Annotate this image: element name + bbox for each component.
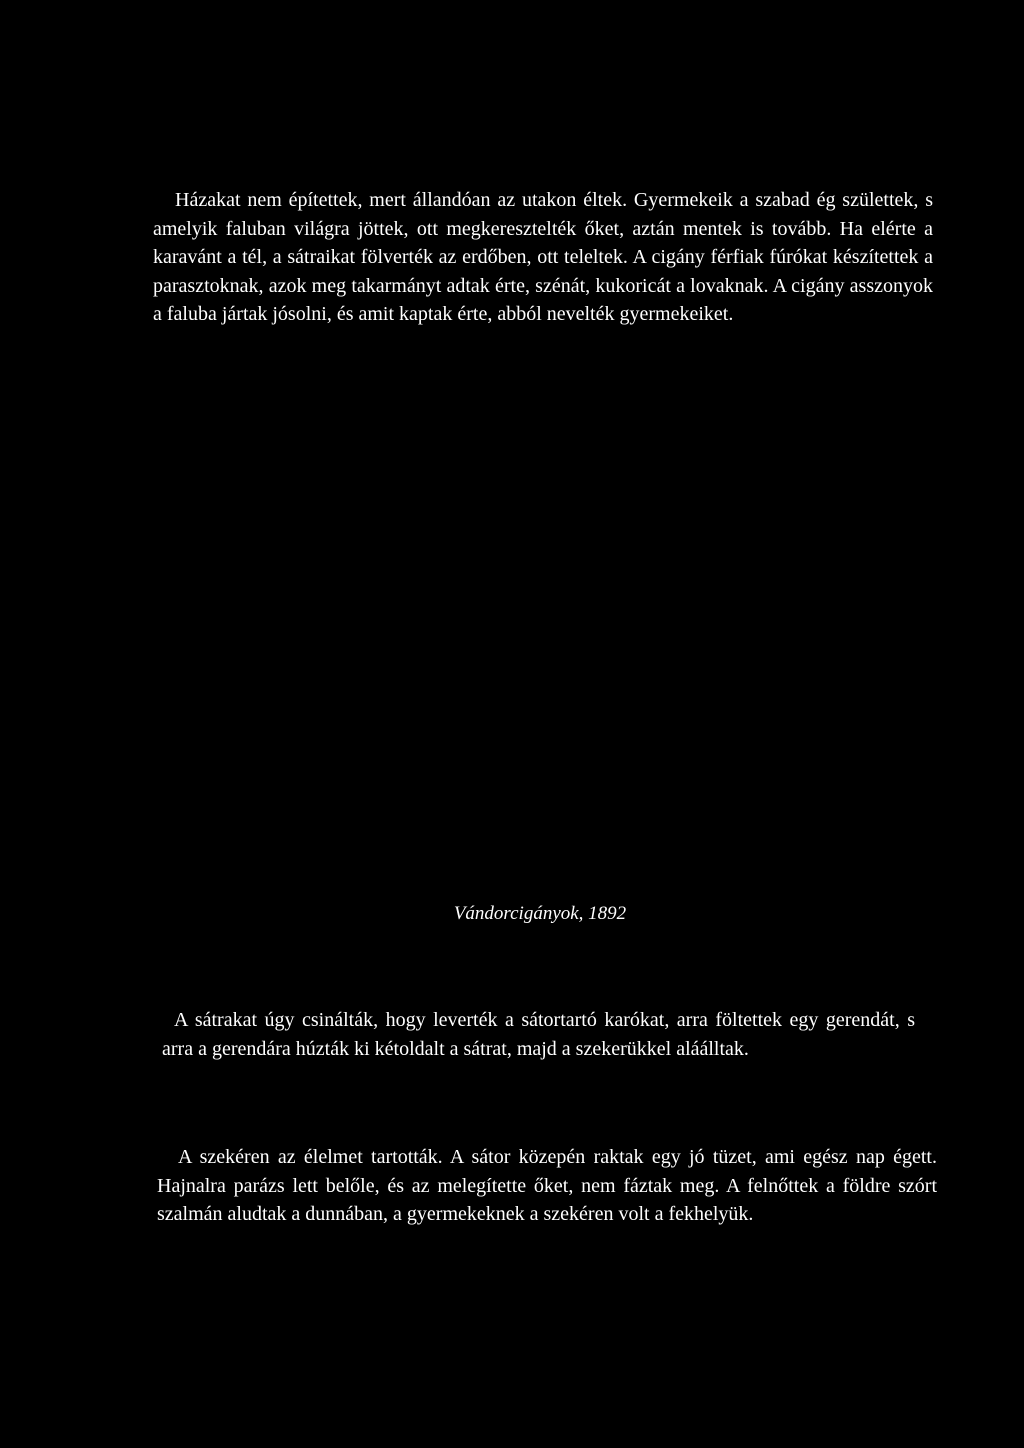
paragraph-wagon-and-fire: A szekéren az élelmet tartották. A sátor közepén raktak egy jó tüzet, ami egész nap égett. Hajnalra parázs lett belőle, és az melegítette őket, nem fáztak meg. A felnőttek a földre szórt szalmán aludtak a dunnában, a gyermekeknek a szekéren volt a fekhelyük.	[157, 1146, 937, 1226]
photo-caption: Vándorcigányok, 1892	[453, 903, 627, 924]
paragraph-tent-building: A sátrakat úgy csinálták, hogy leverték a sátortartó karókat, arra föltettek egy gerendát, s arra a gerendára húzták ki kétoldalt a sátrat, majd a szekerükkel aláálltak.	[162, 1009, 915, 1060]
paragraph-nomadic-life: Házakat nem építettek, mert állandóan az utakon éltek. Gyermekeik a szabad ég születtek, s amelyik faluban világra jöttek, ott megkeresztelték őket, aztán mentek is tovább. Ha elérte a karavánt a tél, a sátraikat fölverték az erdőben, ott teleltek. A cigány férfiak fúrókat készítettek a parasztoknak, azok meg takarmányt adtak érte, szénát, kukoricát a lovaknak. A cigány asszonyok a faluba jártak jósolni, és amit kaptak érte, abból nevelték gyermekeiket.	[153, 189, 933, 326]
